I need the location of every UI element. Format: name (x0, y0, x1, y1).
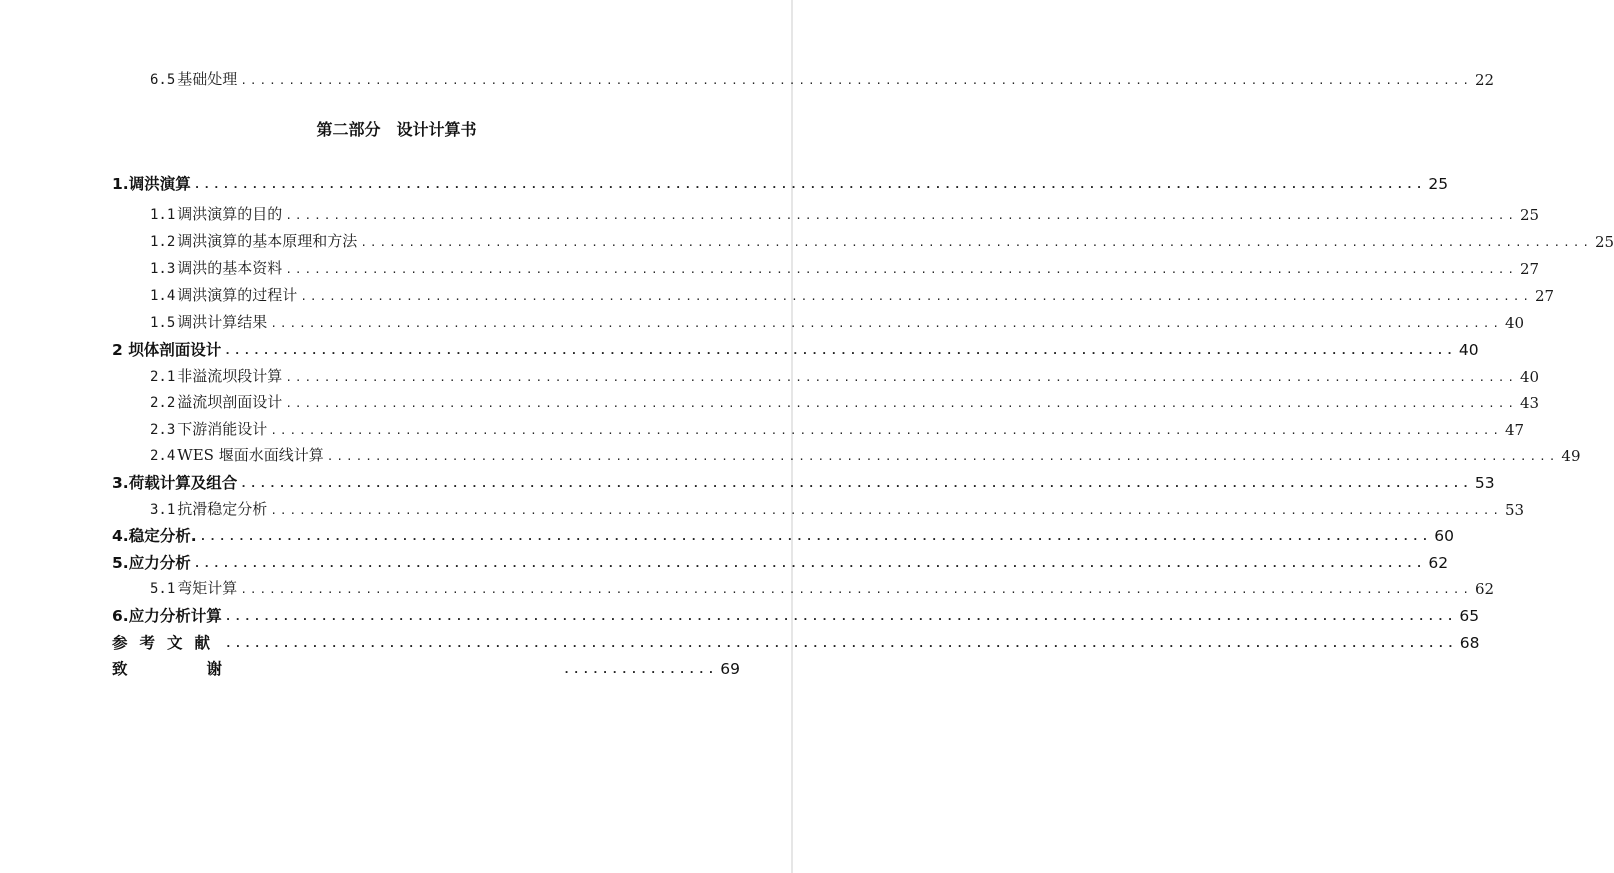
toc-page-number: 27 (1520, 260, 1540, 278)
toc-number: 1. (112, 175, 129, 193)
toc-number: 1.4 (150, 288, 176, 304)
toc-page-number: 25 (1595, 233, 1614, 251)
toc-entry-1-1[interactable] (150, 202, 1540, 226)
toc-title: 下游消能设计 (177, 420, 268, 438)
toc-number: 1.3 (150, 261, 176, 277)
toc-title: 弯矩计算 (177, 579, 238, 597)
toc-entry-5-1[interactable] (150, 576, 1495, 600)
toc-leader-dots: ................................................................................................................................ (360, 236, 1592, 249)
toc-page-number: 49 (1561, 447, 1581, 465)
toc-number: 2.2 (150, 395, 176, 411)
toc-page-number: 27 (1535, 287, 1555, 305)
toc-entry-5[interactable] (112, 550, 1449, 574)
toc-leader-dots: ................................................................................................................................ (193, 178, 1426, 191)
toc-number: 6. (112, 607, 129, 625)
toc-leader-dots: ................................................................................................................................ (300, 290, 1532, 303)
toc-page-number: 40 (1520, 368, 1540, 386)
toc-title: 应力分析 (128, 554, 191, 572)
toc-page-number: 53 (1505, 501, 1525, 519)
toc-entry-1[interactable] (112, 171, 1449, 195)
toc-title: 稳定分析. (128, 527, 197, 545)
toc-entry-1-5[interactable] (150, 310, 1525, 334)
toc-number: 4. (112, 527, 129, 545)
toc-entry-thanks[interactable] (112, 656, 740, 680)
toc-leader-dots: ................................................................................................................................ (326, 450, 1559, 463)
toc-page-number: 40 (1505, 314, 1525, 332)
toc-leader-dots: ................................................................................................................................ (240, 74, 1472, 87)
toc-page-number: 22 (1475, 71, 1495, 89)
toc-leader-dots: ................................................................................................................................ (285, 371, 1517, 384)
toc-entry-2-4[interactable] (150, 443, 1581, 467)
toc-number: 3. (112, 474, 129, 492)
toc-number: 1.5 (150, 315, 176, 331)
toc-entry-1-4[interactable] (150, 283, 1555, 307)
toc-leader-dots: ................................................................................................................................ (225, 637, 1457, 650)
toc-title: WES 堰面水面线计算 (177, 446, 324, 464)
toc-page-number: 25 (1428, 175, 1449, 193)
toc-title: 调洪演算 (128, 175, 191, 193)
toc-entry-2-3[interactable] (150, 417, 1525, 441)
toc-entry-2-2[interactable] (150, 390, 1540, 414)
toc-title: 非溢流坝段计算 (177, 367, 283, 385)
toc-page-number: 53 (1474, 474, 1495, 492)
toc-page-number: 68 (1459, 634, 1480, 652)
toc-page-number: 62 (1475, 580, 1495, 598)
toc-number: 1.2 (150, 234, 176, 250)
toc-entry-3-1[interactable] (150, 497, 1525, 521)
toc-leader-dots: ................................................................................................................................ (224, 610, 1457, 623)
toc-leader-dots: ................................................................................................................................ (285, 209, 1517, 222)
toc-title: 调洪演算的目的 (177, 205, 283, 223)
toc-leader-dots: ................................................................................................................................ (193, 557, 1426, 570)
toc-page-number: 40 (1458, 341, 1479, 359)
toc-title: 参考文献 (112, 634, 223, 652)
toc-entry-1-2[interactable] (150, 229, 1614, 253)
toc-entry-references[interactable] (112, 630, 1480, 654)
toc-entry-6[interactable] (112, 603, 1480, 627)
toc-title: 溢流坝剖面设计 (177, 393, 283, 411)
toc-title: 调洪的基本资料 (177, 259, 283, 277)
toc-leader-dots: ................ (563, 663, 718, 676)
toc-number: 5. (112, 554, 129, 572)
toc-title: 应力分析计算 (128, 607, 222, 625)
toc-number: 2.3 (150, 422, 176, 438)
toc-leader-dots: ................................................................................................................................ (270, 424, 1502, 437)
toc-title: 基础处理 (177, 70, 238, 88)
toc-title: 调洪演算的基本原理和方法 (177, 232, 358, 250)
toc-title: 抗滑稳定分析 (177, 500, 268, 518)
toc-page-number: 69 (720, 660, 740, 678)
toc-number: 6.5 (150, 72, 176, 88)
toc-title-char: 谢 (206, 660, 222, 678)
toc-title: 调洪计算结果 (177, 313, 268, 331)
toc-leader-dots: ................................................................................................................................ (224, 344, 1456, 357)
toc-number: 5.1 (150, 581, 176, 597)
toc-entry-6-5[interactable] (150, 67, 1495, 91)
toc-page-number: 65 (1459, 607, 1480, 625)
toc-leader-dots: ................................................................................................................................ (285, 263, 1517, 276)
toc-title: 坝体剖面设计 (128, 341, 222, 359)
toc-page-number: 43 (1520, 394, 1540, 412)
toc-page-number: 62 (1428, 554, 1449, 572)
toc-leader-dots: ................................................................................................................................ (240, 583, 1472, 596)
toc-page-number: 47 (1505, 421, 1525, 439)
toc-leader-dots: ................................................................................................................................ (199, 530, 1432, 543)
toc-page-number: 25 (1520, 206, 1540, 224)
toc-number: 1.1 (150, 207, 176, 223)
toc-number: 2 (112, 341, 123, 359)
toc-entry-4[interactable] (112, 523, 1454, 547)
part-title: 第二部分 设计计算书 (316, 120, 477, 139)
toc-entry-1-3[interactable] (150, 256, 1540, 280)
toc-leader-dots: ................................................................................................................................ (285, 397, 1517, 410)
toc-title: 调洪演算的过程计 (177, 286, 298, 304)
toc-page-number: 60 (1434, 527, 1454, 545)
toc-number: 2.4 (150, 448, 176, 464)
toc-entry-3[interactable] (112, 470, 1495, 494)
toc-leader-dots: ................................................................................................................................ (270, 317, 1502, 330)
toc-leader-dots: ................................................................................................................................ (270, 504, 1502, 517)
toc-title: 荷载计算及组合 (128, 474, 238, 492)
toc-number: 3.1 (150, 502, 176, 518)
toc-entry-2[interactable] (112, 337, 1479, 361)
toc-entry-2-1[interactable] (150, 364, 1540, 388)
toc-number: 2.1 (150, 369, 176, 385)
toc-title-char: 致 (112, 660, 128, 678)
toc-leader-dots: ................................................................................................................................ (240, 477, 1472, 490)
